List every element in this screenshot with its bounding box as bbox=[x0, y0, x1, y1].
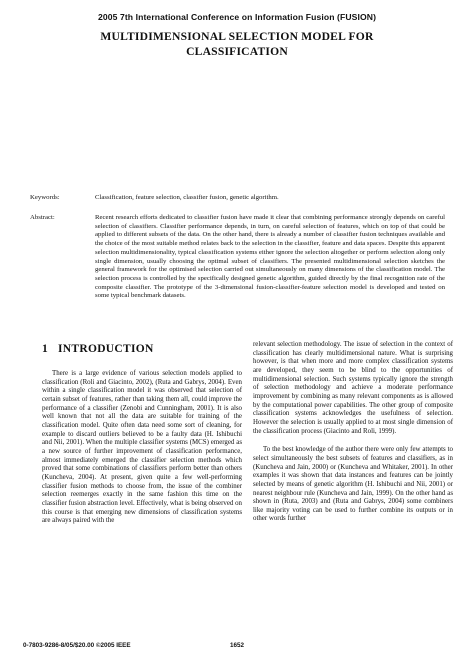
title-line-2: CLASSIFICATION bbox=[186, 45, 288, 58]
footer-isbn: 0-7803-9286-8/05/$20.00 ©2005 IEEE bbox=[23, 642, 131, 649]
paper-title bbox=[40, 29, 434, 59]
abstract-label: Abstract: bbox=[30, 214, 55, 221]
right-column bbox=[253, 341, 453, 524]
section-title: INTRODUCTION bbox=[58, 343, 154, 355]
abstract-text: Recent research efforts dedicated to classifier fusion have made it clear that combining performance strongly depends on careful selection of classifiers. Classifier performance depends, in turn, on careful selection of features, which on top of that could be applied to different subsets of the data. On the other hand, there is already a number of classifier fusion techniques available and the choice of the most suitable method relates back to the selection in the classifier, feature and data spaces. Despite this apparent selection multidimensionality, typical classification systems either ignore the selection altogether or perform selection along only single dimension, usually choosing the optimal subset of classifiers. The presented multidimensional selection sketches the general framework for the optimised selection carried out simultaneously on many dimensions of the classification model. The selection process is controlled by the specifically designed genetic algorithm, guided directly by the final recognition rate of the composite classifier. The prototype of the 3-dimensional fusion-classifier-feature selection model is developed and tested on some typical benchmark datasets. bbox=[95, 214, 445, 300]
page-number: 1652 bbox=[230, 642, 245, 649]
conference-header: 2005 7th International Conference on Information Fusion (FUSION) bbox=[97, 12, 377, 22]
intro-paragraph-2: To the best knowledge of the author there were only few attempts to select simultaneously the best subsets of features and classifiers, as in (Kuncheva and Jain, 2000) or (Kuncheva and Whitaker, 2001). In other examples it was shown that data instances and features can be jointly selected by means of genetic algorithm (H. Ishibuchi and Nii, 2001) or nearest neighbour rule (Kuncheva and Jain, 1999). On the other hand as shown in (Ruta, 2003) and (Ruta and Gabrys, 2004) some combiners like majority voting can be used to further combine its outputs or in other words further bbox=[253, 446, 453, 523]
section-heading bbox=[42, 342, 242, 356]
intro-paragraph-continued: relevant selection methodology. The issue of selection in the context of classification has clearly multidimensional nature. What is surprising however, is that when more and more complex classification systems are developed, they seem to be blind to the opportunities of multidimensional selection. Such systems typically ignore the strength of selection methodology and achieve a moderate performance improvement by combining as many relevant components as is allowed by the computational power capabilities. The other group of composite classification systems acknowledges the usefulness of selection. However the selection is usually applied to at most single dimension of the classification process (Giacinto and Roli, 1999). bbox=[253, 341, 453, 435]
keywords-text: Classification, feature selection, classifier fusion, genetic algorithm. bbox=[95, 194, 279, 201]
keywords-label: Keywords: bbox=[30, 194, 60, 201]
section-number: 1 bbox=[42, 343, 49, 355]
left-column bbox=[42, 342, 242, 526]
title-line-1: MULTIDIMENSIONAL SELECTION MODEL FOR bbox=[100, 30, 374, 43]
intro-paragraph-1: There is a large evidence of various selection models applied to classification (Roli and Giacinto, 2002), (Ruta and Gabrys, 2004). Even within a single classification model it was observed that selection of certain subset of features, rather than taking them all, could improve the performance of a classifier (Zenobi and Cunningham, 2001). It is also well known that not all the data are suitable for training of the classification model. Quite often data need some sort of cleaning, for example to discard outliers believed to be a faulty data (H. Ishibuchi and Nii, 2001). When the multiple classifier systems (MCS) emerged as a new source of further improvement of classification performance, almost immediately emerged the classifier selection methods which proved that some combinations of classifiers perform better than others (Kuncheva, 2004). At present, given quite a few well-performing classifier fusion methods to choose from, the issue of the combiner selection reemerges exactly in the same fashion this time on the classifier fusion abstraction level. Effectively, what is being observed on this course is that emerging new dimensions of classification systems are always paired with the bbox=[42, 370, 242, 525]
